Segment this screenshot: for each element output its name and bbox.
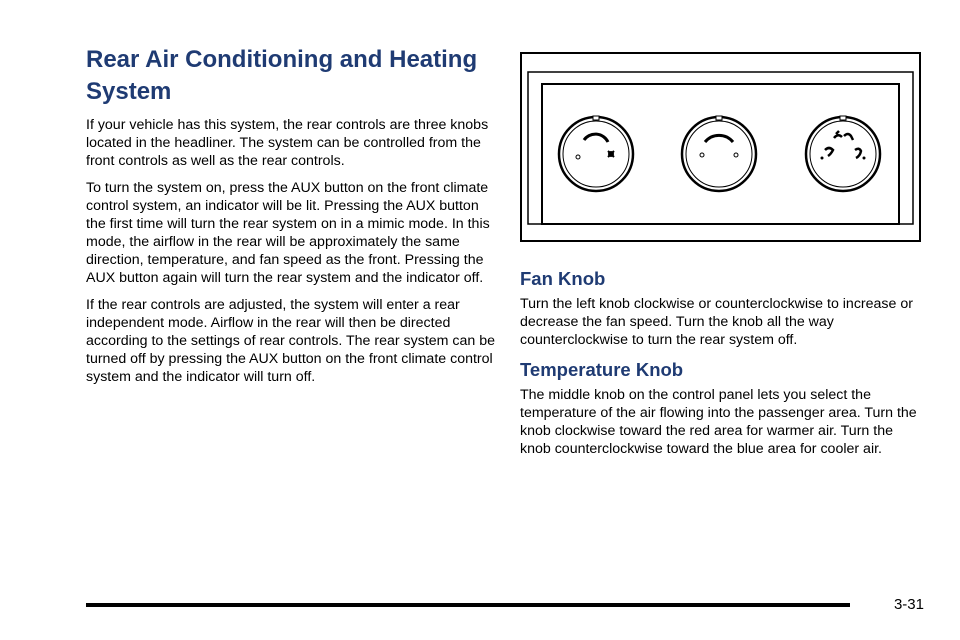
mode-knob: [806, 116, 880, 191]
independent-mode-paragraph: If the rear controls are adjusted, the system will enter a rear independent mode. Airflow in the rear will then be directed according to the settings of rear controls. The rear system can be turned off by pressing the AUX button on the front climate control system and the indicator will turn off.: [86, 297, 496, 385]
footer-rule: [86, 603, 850, 607]
rear-control-panel-illustration: [520, 52, 921, 242]
knob-descriptions: [520, 268, 925, 458]
temperature-knob-text: The middle knob on the control panel lets you select the temperature of the air flowing into the passenger area. Turn the knob clockwise toward the red area for warmer air. Turn the knob counterclockwise toward the blue area for cooler air.: [520, 387, 917, 457]
control-panel-drawing: [522, 54, 919, 240]
temperature-knob-heading: Temperature Knob: [520, 359, 684, 380]
intro-paragraph: If your vehicle has this system, the rear controls are three knobs located in the headliner. The system can be controlled from the front controls as well as the rear controls.: [86, 117, 489, 169]
temperature-knob: [682, 116, 756, 191]
fan-knob-heading: Fan Knob: [520, 268, 606, 289]
right-column: [520, 52, 925, 468]
fan-knob: [559, 116, 633, 191]
page-title: Rear Air Conditioning and Heating System: [86, 46, 478, 105]
page-number: 3-31: [893, 596, 924, 613]
left-column: [86, 44, 496, 395]
fan-knob-text: Turn the left knob clockwise or counterclockwise to increase or decrease the fan speed. Turn the knob all the way counterclockwise to turn the rear system off.: [520, 296, 913, 348]
aux-paragraph: To turn the system on, press the AUX button on the front climate control system, an indicator will be lit. Pressing the AUX button the first time will turn the rear system on in a mimic mode. In this mode, the airflow in the rear will be approximately the same direction, temperature, and fan speed as the front. Pressing the AUX button again will turn the rear system and the indicator off.: [86, 180, 490, 286]
